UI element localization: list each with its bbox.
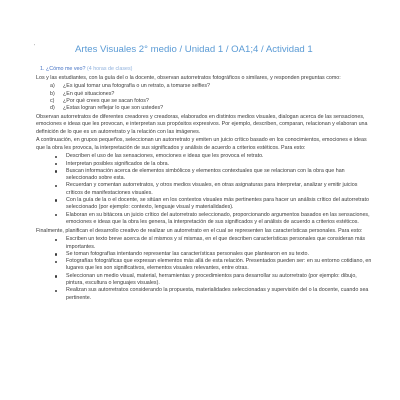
section-title: ¿Cómo me veo?: [45, 66, 86, 72]
question-text: ¿Por qué crees que se sacan fotos?: [63, 97, 149, 104]
list-item: [36, 161, 374, 168]
bullet-icon: [55, 261, 57, 263]
list-item-text: Buscan información acerca de elementos simbólicos y elementos contextuales que se relacionan con la obra que han seleccionado sobre esta.: [66, 167, 345, 182]
bullet-icon: [55, 185, 57, 187]
list-item-text: Describen el uso de las sensaciones, emociones e ideas que les provoca el retrato.: [66, 153, 264, 160]
question-item: [36, 98, 374, 105]
list-item-text: Fotografías fotográficas que expresan elementos más allá de esta relación. Presentados pueden ser: en su entorno cotidiano, en lugares que les son significativos, elementos visuales relevantes, entre otras.: [66, 258, 372, 272]
section-number: 1.: [40, 66, 45, 72]
bullet-icon: [55, 290, 57, 292]
list-item-text: Recuerdan y comentan autorretratos, y otros medios visuales, en otras asignaturas para interpretar, analizar y emitir juicios críticos de manifestaciones visuales.: [66, 182, 358, 196]
list-item: [36, 287, 374, 302]
list-item-text: Se toman fotografías intentando representar las características personales que plantearon en su texto.: [66, 250, 309, 257]
list-item: [36, 153, 374, 160]
question-item: [36, 91, 374, 98]
list-item: [36, 197, 374, 212]
list-item-text: Escriben un texto breve acerca de sí mismos y sí mismas, en el que describen características personales que consideran más importantes.: [66, 236, 366, 250]
list-item: [36, 168, 374, 183]
question-list: [36, 83, 374, 112]
observe-paragraph: Observan autorretratos de diferentes creadores y creadoras, elaborados en distintos medios visuales, dialogan acerca de las sensaciones, emociones e ideas que les provocan, e interpretan sus propósitos expresivos. Por ejemplo, describen, comparan, relacionan y elaboran una definición de lo que es un autorretrato y la relación con las imágenes.: [36, 113, 368, 135]
bullet-icon: [55, 163, 57, 165]
list-item: [36, 251, 374, 258]
question-letter: d): [50, 105, 55, 112]
question-letter: c): [50, 97, 55, 104]
criteria-list: [36, 153, 374, 226]
question-text: ¿Estas logran reflejar lo que son ustedes?: [63, 105, 164, 112]
bullet-icon: [55, 275, 57, 277]
bullet-icon: [55, 170, 57, 172]
question-text: ¿Es igual tomar una fotografía o un retrato, a tomarse selfies?: [63, 83, 211, 90]
bullet-icon: [55, 199, 57, 201]
bullet-icon: [55, 214, 57, 216]
list-item-text: Seleccionan un medio visual, material, herramientas y procedimientos para desarrollar su autorretrato (por ejemplo: dibujo, pintura, escultura o lenguajes visuales).: [66, 272, 357, 287]
page-mark: ': [34, 44, 35, 50]
page-title: Artes Visuales 2° medio / Unidad 1 / OA1;4 / Actividad 1: [75, 44, 313, 55]
list-item: [36, 273, 374, 288]
list-item: [36, 236, 374, 251]
list-item: [36, 258, 374, 273]
bullet-icon: [55, 253, 57, 255]
section-hint: (4 horas de clases): [86, 66, 133, 72]
list-item: [36, 212, 374, 227]
intro-paragraph: Los y las estudiantes, con la guía del o la docente, observan autorretratos fotográficos o similares, y responden preguntas como:: [36, 74, 341, 81]
steps-list: [36, 236, 374, 302]
groups-paragraph: A continuación, en grupos pequeños, seleccionan un autorretrato y emiten un juicio crítico basado en los conocimientos, emociones e ideas que la obra les provoca, la interpretación de sus significados y análisis de acuerdo a criterios estéticos. Para esto:: [36, 137, 367, 151]
document-body: [36, 66, 374, 303]
list-item-text: Realizan sus autorretratos considerando la propuesta, materialidades seleccionadas y supervisión del o la docente, cuando sea pertinente.: [66, 287, 369, 301]
question-letter: a): [50, 83, 55, 90]
question-item: [36, 83, 374, 90]
bullet-icon: [55, 239, 57, 241]
list-item-text: Con la guía de la o el docente, se sitúan en los contextos visuales más pertinentes para hacer un análisis crítico del autorretrato seleccionado (por ejemplo: contexto, lenguaje visual y materialidades).: [66, 197, 369, 211]
list-item-text: Interpretan posibles significados de la obra.: [66, 160, 170, 167]
question-text: ¿En qué situaciones?: [63, 90, 115, 97]
bullet-icon: [55, 156, 57, 158]
question-letter: b): [50, 90, 55, 97]
final-paragraph: Finalmente, planifican el desarrollo creativo de realizar un autorretrato en el cual se representen las características personales. Para esto:: [36, 227, 363, 234]
list-item-text: Elaboran en su bitácora un juicio crítico del autorretrato seleccionado, proporcionando argumentos basados en las sensaciones, emociones e ideas que la obra les genera, la interpretación de sus significados y el análisis de acuerdo a criterios estéticos.: [66, 211, 370, 225]
list-item: [36, 182, 374, 197]
section-heading: [40, 66, 374, 73]
question-item: [36, 105, 374, 112]
